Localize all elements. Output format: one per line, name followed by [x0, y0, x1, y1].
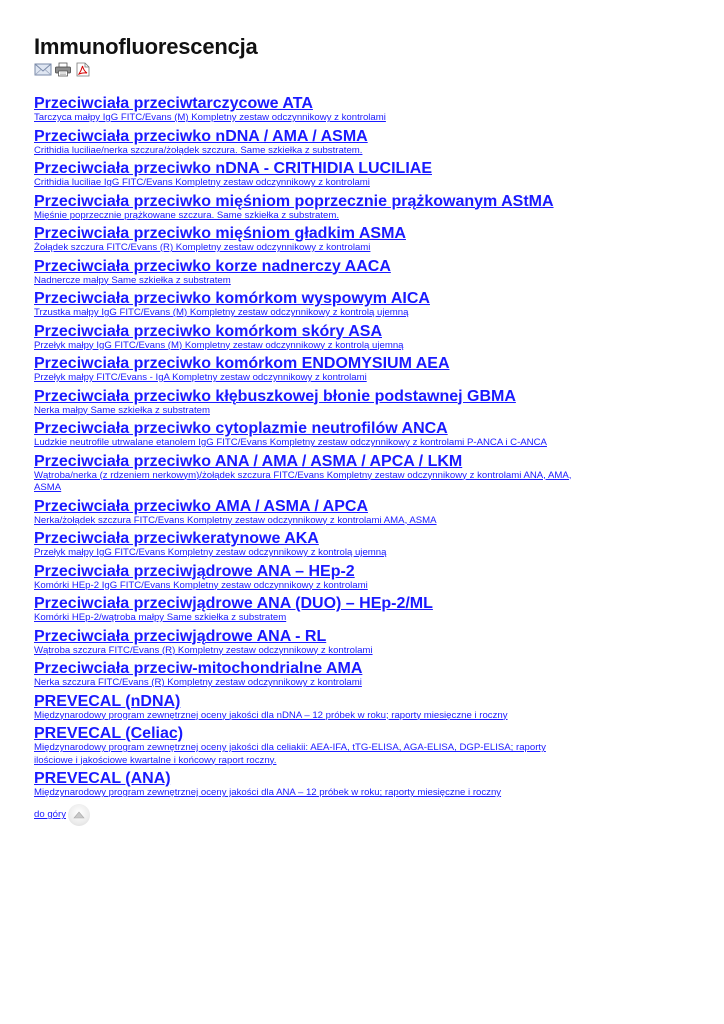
- list-item: [34, 388, 594, 418]
- entry-title-link[interactable]: Przeciwciała przeciwko cytoplazmie neutrofilów ANCA: [34, 420, 448, 437]
- entry-title-link[interactable]: Przeciwciała przeciwko komórkom skóry ASA: [34, 322, 382, 340]
- toolbar: [34, 61, 594, 77]
- entry-title-link[interactable]: Przeciwciała przeciwjądrowe ANA (DUO) – HEp-2/ML: [34, 595, 433, 612]
- list-item: [34, 693, 594, 723]
- list-item: [34, 498, 594, 528]
- entry-description-link[interactable]: Przełyk małpy FITC/Evans - IgA Kompletny zestaw odczynnikowy z kontrolami: [34, 372, 367, 383]
- list-item: [34, 160, 594, 190]
- entry-title-link[interactable]: Przeciwciała przeciwko kłębuszkowej błonie podstawnej GBMA: [34, 387, 516, 405]
- entry-title-link[interactable]: Przeciwciała przeciwko korze nadnerczy AACA: [34, 257, 391, 275]
- entry-title-link[interactable]: PREVECAL (ANA): [34, 770, 171, 787]
- list-item: [34, 453, 594, 495]
- list-item: [34, 95, 594, 125]
- entry-description-link[interactable]: Nadnercze małpy Same szkiełka z substratem: [34, 274, 231, 286]
- list-item: [34, 660, 594, 690]
- entry-description-link[interactable]: Tarczyca małpy IgG FITC/Evans (M) Kompletny zestaw odczynnikowy z kontrolami: [34, 112, 386, 123]
- entry-description-link[interactable]: Nerka szczura FITC/Evans (R) Kompletny zestaw odczynnikowy z kontrolami: [34, 677, 362, 688]
- list-item: [34, 770, 594, 800]
- entry-description-link[interactable]: Mięśnie poprzecznie prążkowane szczura. Same szkiełka z substratem.: [34, 209, 339, 221]
- pdf-icon[interactable]: [74, 62, 92, 77]
- page-title: Immunofluorescencja: [34, 34, 258, 59]
- page-content: [34, 34, 594, 826]
- entry-title-link[interactable]: Przeciwciała przeciwkeratynowe AKA: [34, 530, 319, 547]
- list-item: [34, 420, 594, 450]
- entry-description-link[interactable]: Nerka małpy Same szkiełka z substratem: [34, 404, 210, 416]
- entry-title-link[interactable]: Przeciwciała przeciwjądrowe ANA - RL: [34, 627, 327, 645]
- list-item: [34, 355, 594, 385]
- entry-title-link[interactable]: PREVECAL (Celiac): [34, 725, 184, 742]
- entry-description-link[interactable]: Przełyk małpy IgG FITC/Evans (M) Kompletny zestaw odczynnikowy z kontrolą ujemną: [34, 339, 404, 351]
- entry-description-link[interactable]: Międzynarodowy program zewnętrznej oceny jakości dla ANA – 12 próbek w roku; raporty miesięczne i roczny: [34, 787, 502, 798]
- entry-title-link[interactable]: Przeciwciała przeciwko nDNA / AMA / ASMA: [34, 127, 368, 145]
- entry-title-link[interactable]: Przeciwciała przeciwtarczycowe ATA: [34, 95, 313, 112]
- list-item: [34, 530, 594, 560]
- entry-title-link[interactable]: Przeciwciała przeciwjądrowe ANA – HEp-2: [34, 562, 355, 580]
- entry-description-link[interactable]: Żołądek szczura FITC/Evans (R) Kompletny zestaw odczynnikowy z kontrolami: [34, 242, 371, 253]
- entry-description-link[interactable]: Crithidia luciliae/nerka szczura/żołądek szczura. Same szkiełka z substratem.: [34, 144, 363, 156]
- entry-description-link[interactable]: Komórki HEp-2/wątroba małpy Same szkiełka z substratem: [34, 612, 287, 623]
- entry-description-link[interactable]: Wątroba/nerka (z rdzeniem nerkowym)/żołądek szczura FITC/Evans Kompletny zestaw odczynnikowy z kontrolami ANA, AMA, ASMA: [34, 469, 572, 493]
- entry-title-link[interactable]: Przeciwciała przeciw-mitochondrialne AMA: [34, 660, 363, 677]
- entry-description-link[interactable]: Nerka/żołądek szczura FITC/Evans Kompletny zestaw odczynnikowy z kontrolami AMA, ASMA: [34, 514, 437, 526]
- email-icon[interactable]: [34, 62, 52, 77]
- list-item: [34, 595, 594, 625]
- entry-title-link[interactable]: Przeciwciała przeciwko AMA / ASMA / APCA: [34, 497, 369, 515]
- list-item: [34, 323, 594, 353]
- list-item: [34, 725, 594, 767]
- entry-description-link[interactable]: Przełyk małpy IgG FITC/Evans Kompletny zestaw odczynnikowy z kontrolą ujemną: [34, 547, 387, 558]
- entry-title-link[interactable]: Przeciwciała przeciwko ANA / AMA / ASMA / APCA / LKM: [34, 452, 463, 470]
- back-to-top-link[interactable]: do góry: [34, 809, 66, 820]
- list-item: [34, 563, 594, 593]
- back-to-top: [34, 804, 594, 826]
- entry-title-link[interactable]: Przeciwciała przeciwko nDNA - CRITHIDIA LUCILIAE: [34, 160, 432, 177]
- list-item: [34, 628, 594, 658]
- entry-description-link[interactable]: Crithidia luciliae IgG FITC/Evans Kompletny zestaw odczynnikowy z kontrolami: [34, 177, 370, 188]
- entry-description-link[interactable]: Międzynarodowy program zewnętrznej oceny jakości dla nDNA – 12 próbek w roku; raporty miesięczne i roczny: [34, 709, 508, 721]
- entry-title-link[interactable]: Przeciwciała przeciwko komórkom ENDOMYSIUM AEA: [34, 355, 450, 372]
- entry-title-link[interactable]: Przeciwciała przeciwko komórkom wyspowym AICA: [34, 290, 430, 307]
- list-item: [34, 225, 594, 255]
- entry-description-link[interactable]: Międzynarodowy program zewnętrznej oceny jakości dla celiakii: AEA-IFA, tTG-ELISA, AGA-ELISA, DGP-ELISA; raporty ilościowe i jakościowe kwartalne i końcowy raport roczny.: [34, 742, 546, 766]
- entry-title-link[interactable]: PREVECAL (nDNA): [34, 692, 181, 710]
- list-item: [34, 290, 594, 320]
- list-item: [34, 128, 594, 158]
- print-icon[interactable]: [54, 62, 72, 77]
- entry-description-link[interactable]: Wątroba szczura FITC/Evans (R) Kompletny zestaw odczynnikowy z kontrolami: [34, 644, 373, 656]
- entry-description-link[interactable]: Ludzkie neutrofile utrwalane etanolem IgG FITC/Evans Kompletny zestaw odczynnikowy z kontrolami P-ANCA i C-ANCA: [34, 437, 547, 448]
- entry-title-link[interactable]: Przeciwciała przeciwko mięśniom gładkim ASMA: [34, 225, 406, 242]
- entry-description-link[interactable]: Komórki HEp-2 IgG FITC/Evans Kompletny zestaw odczynnikowy z kontrolami: [34, 579, 368, 591]
- list-item: [34, 258, 594, 288]
- product-list: [34, 95, 594, 800]
- entry-title-link[interactable]: Przeciwciała przeciwko mięśniom poprzecznie prążkowanym AStMA: [34, 192, 554, 210]
- entry-description-link[interactable]: Trzustka małpy IgG FITC/Evans (M) Kompletny zestaw odczynnikowy z kontrolą ujemną: [34, 307, 409, 318]
- list-item: [34, 193, 594, 223]
- arrow-up-icon[interactable]: [68, 804, 90, 826]
